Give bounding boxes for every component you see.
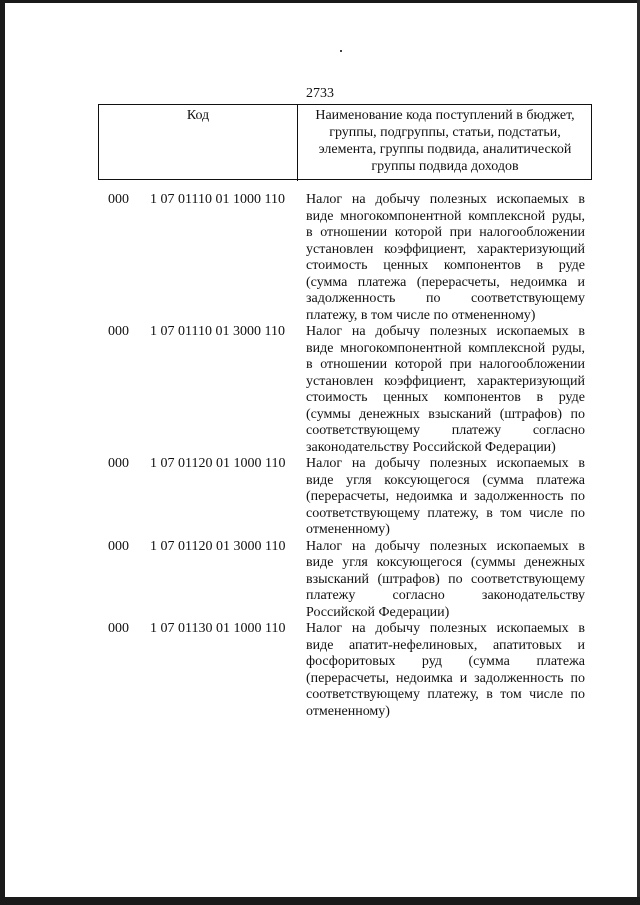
description-line: взысканий (штрафов) по соответствующему bbox=[306, 571, 585, 587]
row-revenue-code: 1 07 01120 01 3000 110 bbox=[150, 538, 286, 554]
description-line: задолженность по соответствующему bbox=[306, 291, 585, 306]
description-line: виде угля коксующегося (суммы денежных bbox=[306, 555, 585, 570]
row-admin-code: 000 bbox=[108, 456, 129, 471]
table-row bbox=[0, 539, 640, 622]
description-line: Российской Федерации) bbox=[306, 604, 450, 620]
description-line: в отношении которой при налогообложении bbox=[306, 225, 585, 240]
description-line: Налог на добычу полезных ископаемых в bbox=[306, 192, 585, 207]
description-line: виде угля коксующегося (сумма платежа bbox=[306, 472, 585, 488]
description-line: платежу, в том числе по отмененному) bbox=[306, 307, 536, 323]
table-row bbox=[0, 621, 640, 720]
header-name-label: Наименование кода поступлений в бюджет, группы, подгруппы, статьи, подстатьи, элемента, группы подвида, аналитической группы подвида доходов bbox=[315, 108, 575, 174]
row-revenue-code: 1 07 01110 01 3000 110 bbox=[150, 324, 285, 339]
row-description bbox=[306, 192, 585, 324]
row-description bbox=[306, 621, 585, 720]
row-admin-code: 000 bbox=[108, 538, 129, 554]
description-line: стоимость ценных компонентов в руде bbox=[306, 390, 585, 405]
description-line: фосфоритовых руд (сумма платежа bbox=[306, 654, 585, 669]
description-line: (сумма платежа (перерасчеты, недоимка и bbox=[306, 274, 585, 290]
description-line: виде многокомпонентной комплексной руды, bbox=[306, 340, 585, 356]
description-line: Налог на добычу полезных ископаемых в bbox=[306, 456, 585, 471]
description-line: в отношении которой при налогообложении bbox=[306, 357, 585, 372]
description-line: Налог на добычу полезных ископаемых в bbox=[306, 538, 585, 554]
description-line: стоимость ценных компонентов в руде bbox=[306, 258, 585, 273]
description-line: отмененному) bbox=[306, 522, 390, 537]
description-line: (перерасчеты, недоимка и задолженность по bbox=[306, 670, 585, 686]
description-line: установлен коэффициент, характеризующий bbox=[306, 241, 585, 257]
description-line: отмененному) bbox=[306, 703, 390, 719]
row-description bbox=[306, 539, 585, 622]
page-number: 2733 bbox=[306, 86, 334, 101]
description-line: Налог на добычу полезных ископаемых в bbox=[306, 324, 585, 339]
row-description bbox=[306, 456, 585, 539]
table-header bbox=[98, 104, 592, 174]
description-line: соответствующему платежу, в том числе по bbox=[306, 687, 585, 702]
table-body bbox=[0, 192, 640, 720]
description-line: законодательству Российской Федерации) bbox=[306, 439, 556, 455]
row-admin-code: 000 bbox=[108, 192, 129, 207]
description-line: (перерасчеты, недоимка и задолженность по bbox=[306, 489, 585, 504]
row-revenue-code: 1 07 01120 01 1000 110 bbox=[150, 456, 286, 471]
header-code-label: Код bbox=[186, 108, 210, 123]
table-row bbox=[0, 192, 640, 324]
scan-edge-top bbox=[0, 0, 640, 3]
description-line: установлен коэффициент, характеризующий bbox=[306, 373, 585, 389]
row-revenue-code: 1 07 01110 01 1000 110 bbox=[150, 192, 285, 207]
scan-edge-bottom bbox=[0, 897, 640, 905]
description-line: платежу согласно законодательству bbox=[306, 588, 585, 603]
row-admin-code: 000 bbox=[108, 621, 129, 636]
table-row bbox=[0, 456, 640, 539]
row-admin-code: 000 bbox=[108, 324, 129, 339]
row-revenue-code: 1 07 01130 01 1000 110 bbox=[150, 621, 286, 636]
description-line: Налог на добычу полезных ископаемых в bbox=[306, 621, 585, 636]
row-description bbox=[306, 324, 585, 456]
table-row bbox=[0, 324, 640, 456]
description-line: соответствующему платежу, в том числе по bbox=[306, 505, 585, 521]
table-header-bottom bbox=[98, 170, 592, 180]
description-line: соответствующему платежу согласно bbox=[306, 423, 585, 438]
scan-speck bbox=[340, 50, 342, 52]
description-line: виде многокомпонентной комплексной руды, bbox=[306, 208, 585, 224]
description-line: виде апатит-нефелиновых, апатитовых и bbox=[306, 637, 585, 653]
description-line: (суммы денежных взысканий (штрафов) по bbox=[306, 406, 585, 422]
